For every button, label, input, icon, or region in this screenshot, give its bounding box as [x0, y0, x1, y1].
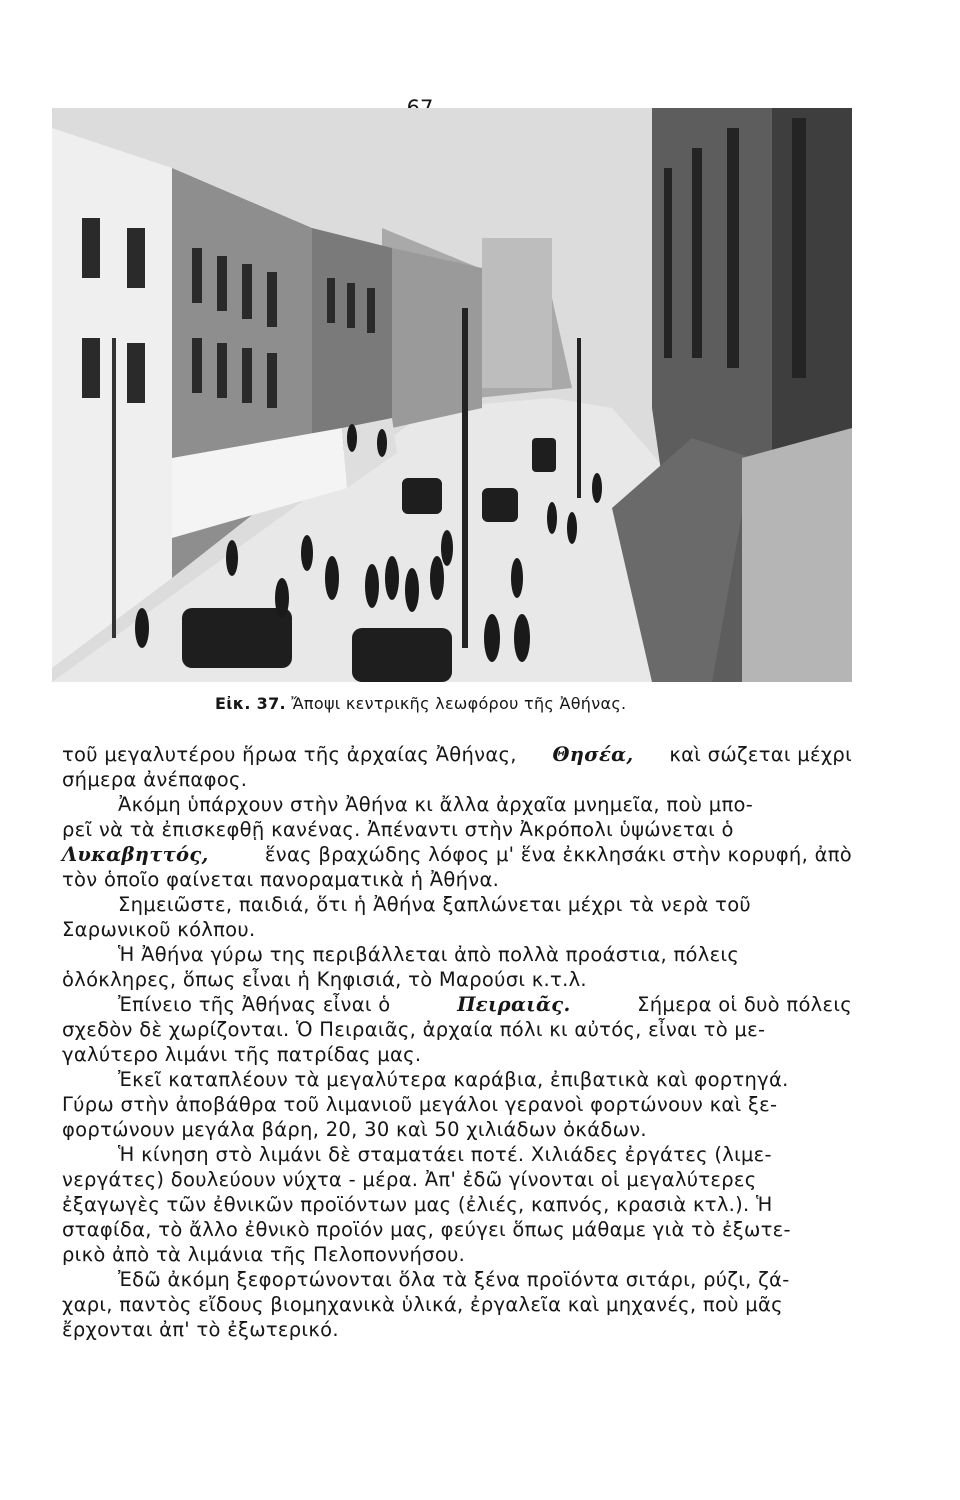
text-line: Ἡ κίνηση στὸ λιμάνι δὲ σταματάει ποτέ. Χιλιάδες ἐργάτες (λιμε-: [118, 1143, 772, 1166]
name-piraeus: Πειραιᾶς.: [457, 993, 571, 1016]
text-segment: τοῦ μεγαλυτέρου ἥρωα τῆς ἀρχαίας Ἀθήνας,: [62, 743, 517, 766]
text-segment: Σήμερα οἱ δυὸ πόλεις: [637, 993, 852, 1016]
text-line: σχεδὸν δὲ χωρίζονται. Ὁ Πειραιᾶς, ἀρχαία πόλι κι αὐτός, εἶναι τὸ με-: [62, 1018, 766, 1041]
name-lycabettus: Λυκαβηττός,: [62, 843, 209, 866]
name-theseus: Θησέα,: [552, 743, 634, 766]
text-line: τὸν ὁποῖο φαίνεται πανοραματικὰ ἡ Ἀθήνα.: [62, 868, 500, 891]
text-line: [62, 992, 852, 1017]
text-line: Ἡ Ἀθήνα γύρω της περιβάλλεται ἀπὸ πολλὰ προάστια, πόλεις: [118, 943, 740, 966]
text-line: Ἐδῶ ἀκόμη ξεφορτώνονται ὅλα τὰ ξένα προϊόντα σιτάρι, ρύζι, ζά-: [118, 1268, 790, 1291]
text-segment: καὶ σώζεται μέχρι: [669, 743, 852, 766]
text-line: Ἐκεῖ καταπλέουν τὰ μεγαλύτερα καράβια, ἐπιβατικὰ καὶ φορτηγά.: [118, 1068, 789, 1091]
text-line: σταφίδα, τὸ ἄλλο ἐθνικὸ προϊόν μας, φεύγει ὅπως μάθαμε γιὰ τὸ ἐξωτε-: [62, 1218, 791, 1241]
text-line: ὁλόκληρες, ὅπως εἶναι ἡ Κηφισιά, τὸ Μαρούσι κ.τ.λ.: [62, 968, 587, 991]
text-line: [62, 842, 852, 867]
text-line: νεργάτες) δουλεύουν νύχτα - μέρα. Ἀπ' ἐδῶ γίνονται οἱ μεγαλύτερες: [62, 1168, 757, 1191]
text-line: γαλύτερο λιμάνι τῆς πατρίδας μας.: [62, 1043, 422, 1066]
text-line: [62, 742, 852, 767]
text-line: Σαρωνικοῦ κόλπου.: [62, 918, 256, 941]
body-text: [62, 742, 852, 1342]
text-line: φορτώνουν μεγάλα βάρη, 20, 30 καὶ 50 χιλιάδων ὀκάδων.: [62, 1118, 647, 1141]
text-line: Ἀκόμη ὑπάρχουν στὴν Ἀθήνα κι ἄλλα ἀρχαῖα μνημεῖα, ποὺ μπο-: [118, 793, 754, 816]
text-segment: ἕνας βραχώδης λόφος μ' ἕνα ἐκκλησάκι στὴν κορυφή, ἀπὸ: [264, 843, 852, 866]
text-line: Σημειῶστε, παιδιά, ὅτι ἡ Ἀθήνα ξαπλώνεται μέχρι τὰ νερὰ τοῦ: [118, 893, 752, 916]
street-photo: [52, 108, 852, 682]
text-line: ἐξαγωγὲς τῶν ἐθνικῶν προϊόντων μας (ἐλιές, καπνός, κρασιὰ κτλ.). Ἡ: [62, 1193, 773, 1216]
text-line: χαρι, παντὸς εἴδους βιομηχανικὰ ὑλικά, ἐργαλεῖα καὶ μηχανές, ποὺ μᾶς: [62, 1293, 783, 1316]
text-line: ρικὸ ἀπὸ τὰ λιμάνια τῆς Πελοποννήσου.: [62, 1243, 466, 1266]
figure-caption-text: Ἄποψι κεντρικῆς λεωφόρου τῆς Ἀθήνας.: [291, 694, 627, 713]
text-line: Γύρω στὴν ἀποβάθρα τοῦ λιμανιοῦ μεγάλοι γερανοὶ φορτώνουν καὶ ξε-: [62, 1093, 778, 1116]
text-segment: Ἐπίνειο τῆς Ἀθήνας εἶναι ὁ: [118, 993, 391, 1016]
text-line: ἔρχονται ἀπ' τὸ ἐξωτερικό.: [62, 1318, 339, 1341]
figure-label: Εἰκ. 37.: [215, 694, 286, 713]
figure-caption: [215, 694, 626, 713]
text-line: σήμερα ἀνέπαφος.: [62, 768, 248, 791]
text-line: ρεῖ νὰ τὰ ἐπισκεφθῇ κανένας. Ἀπέναντι στὴν Ἀκρόπολι ὑψώνεται ὁ: [62, 818, 734, 841]
